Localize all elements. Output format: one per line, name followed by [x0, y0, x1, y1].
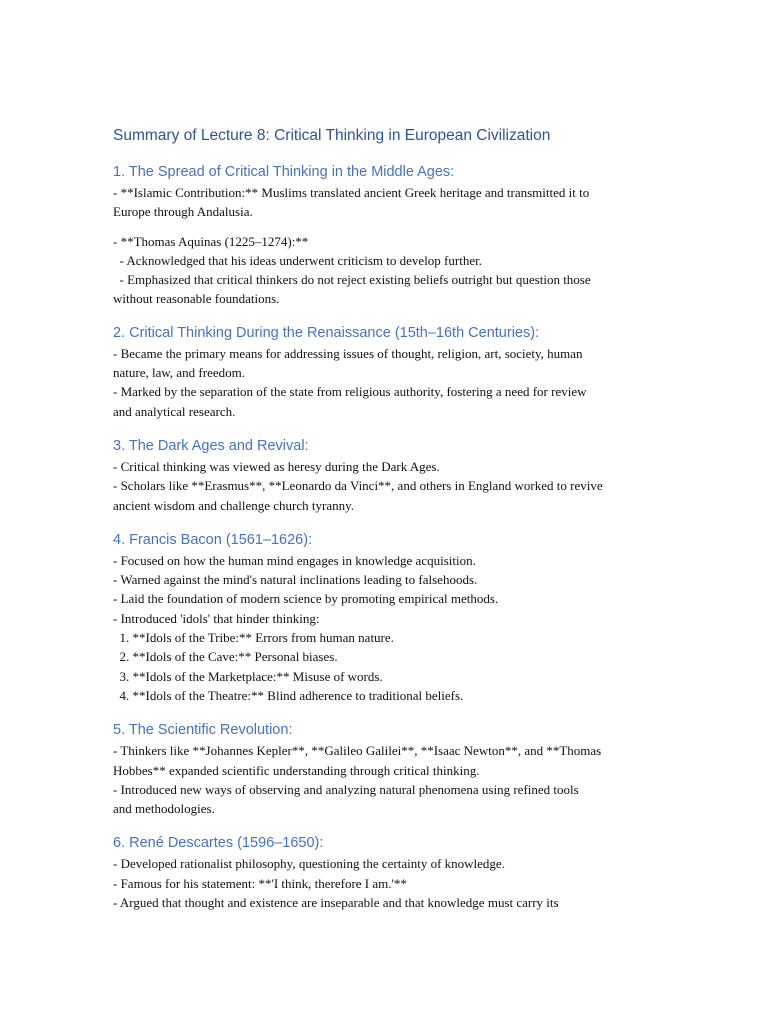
text-line: - **Thomas Aquinas (1225–1274):** [113, 233, 309, 249]
document-title: Summary of Lecture 8: Critical Thinking in European Civilization [113, 127, 551, 144]
section-6 [113, 832, 661, 912]
text-line: Europe through Andalusia. [113, 204, 253, 220]
section-paragraph [113, 344, 661, 421]
section-heading: 1. The Spread of Critical Thinking in the Middle Ages: [113, 164, 455, 180]
section-paragraph [113, 183, 661, 222]
text-line: - Thinkers like **Johannes Kepler**, **Galileo Galilei**, **Isaac Newton**, and **Thomas [113, 743, 602, 759]
text-line: 3. **Idols of the Marketplace:** Misuse of words. [113, 668, 383, 684]
section-4 [113, 529, 661, 705]
text-line: - Acknowledged that his ideas underwent criticism to develop further. [113, 252, 482, 268]
text-line: - Scholars like **Erasmus**, **Leonardo da Vinci**, and others in England worked to revive [113, 478, 603, 494]
text-line: Hobbes** expanded scientific understanding through critical thinking. [113, 762, 480, 778]
section-paragraph [113, 551, 661, 705]
text-line: - Warned against the mind's natural inclinations leading to falsehoods. [113, 572, 478, 588]
text-line: - Introduced 'idols' that hinder thinking: [113, 610, 320, 626]
text-line: - Became the primary means for addressing issues of thought, religion, art, society, human [113, 345, 583, 361]
text-line: - Focused on how the human mind engages in knowledge acquisition. [113, 552, 476, 568]
text-line: - Critical thinking was viewed as heresy during the Dark Ages. [113, 458, 440, 474]
text-line: 1. **Idols of the Tribe:** Errors from human nature. [113, 630, 394, 646]
text-line: - **Islamic Contribution:** Muslims translated ancient Greek heritage and transmitted it to [113, 185, 590, 200]
sections-container [113, 161, 661, 912]
text-line: 4. **Idols of the Theatre:** Blind adherence to traditional beliefs. [113, 687, 464, 703]
text-line: - Argued that thought and existence are inseparable and that knowledge must carry its [113, 895, 559, 911]
section-3 [113, 435, 661, 515]
section-2 [113, 322, 661, 421]
text-line: and methodologies. [113, 801, 215, 817]
section-heading: 5. The Scientific Revolution: [113, 722, 293, 739]
text-line: - Laid the foundation of modern science by promoting empirical methods. [113, 591, 499, 607]
section-1 [113, 161, 661, 309]
section-paragraph [113, 854, 661, 912]
text-line: and analytical research. [113, 403, 236, 419]
text-line: - Emphasized that critical thinkers do not reject existing beliefs outright but question those [113, 272, 591, 288]
text-line: - Developed rationalist philosophy, questioning the certainty of knowledge. [113, 856, 505, 872]
section-heading: 2. Critical Thinking During the Renaissance (15th–16th Centuries): [113, 324, 540, 341]
text-line: - Introduced new ways of observing and analyzing natural phenomena using refined tools [113, 781, 579, 797]
text-line: without reasonable foundations. [113, 291, 280, 307]
section-heading: 3. The Dark Ages and Revival: [113, 437, 309, 454]
section-heading: 6. René Descartes (1596–1650): [113, 835, 324, 852]
document-page [113, 124, 661, 912]
section-5 [113, 719, 661, 818]
section-heading: 4. Francis Bacon (1561–1626): [113, 531, 313, 548]
text-line: nature, law, and freedom. [113, 365, 245, 381]
text-line: - Marked by the separation of the state from religious authority, fostering a need for review [113, 384, 587, 400]
text-line: ancient wisdom and challenge church tyranny. [113, 497, 355, 513]
section-paragraph [113, 457, 661, 515]
section-paragraph [113, 741, 661, 818]
section-paragraph [113, 232, 661, 309]
text-line: 2. **Idols of the Cave:** Personal biases. [113, 649, 338, 665]
text-line: - Famous for his statement: **'I think, therefore I am.'** [113, 875, 407, 891]
